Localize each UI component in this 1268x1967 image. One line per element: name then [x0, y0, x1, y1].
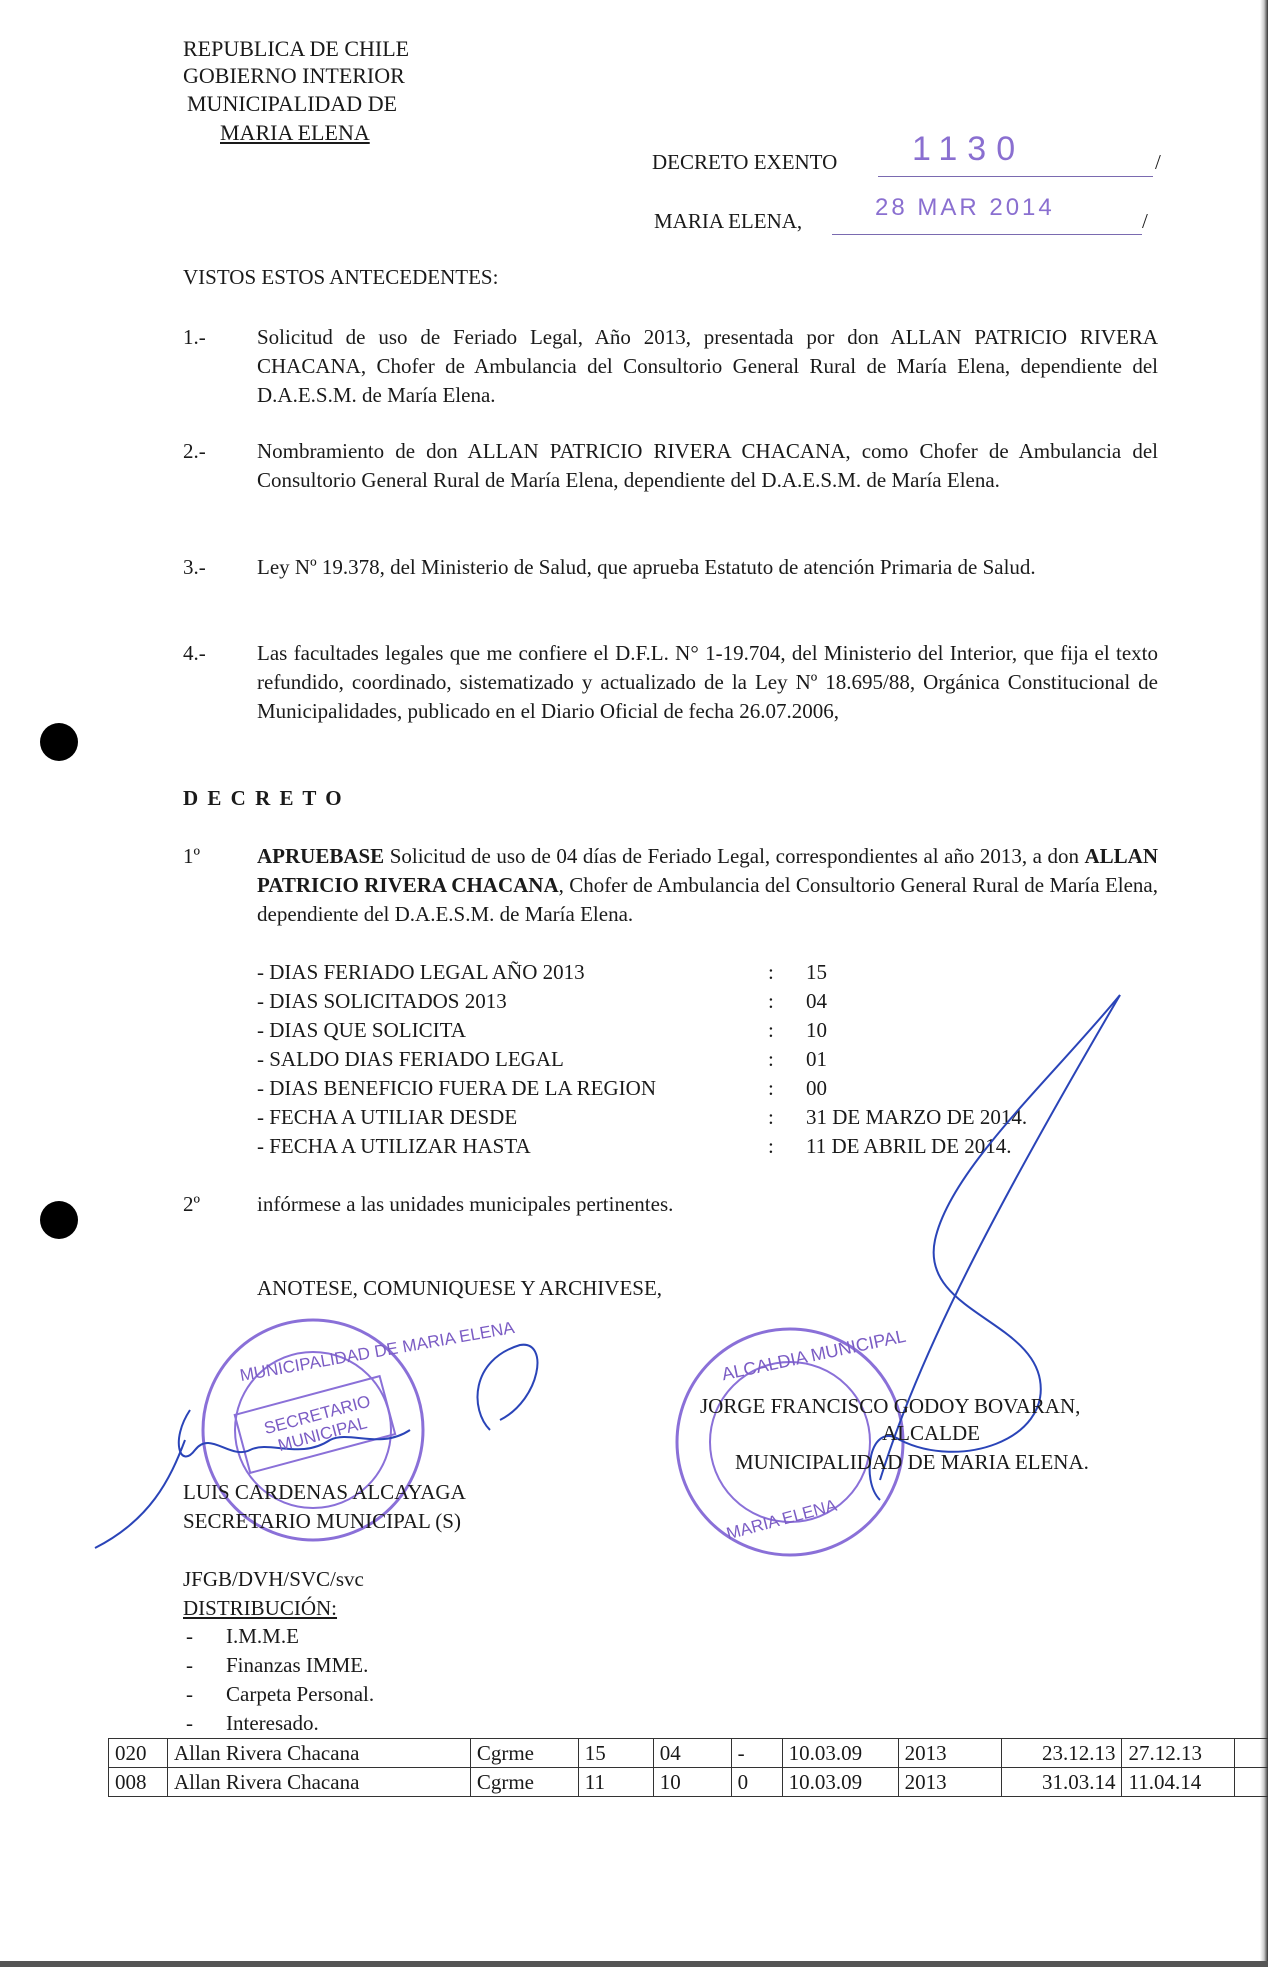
- vistos-item: Nombramiento de don ALLAN PATRICIO RIVERA CHACANA, como Chofer de Ambulancia del Consultorio General Rural de María Elena, dependiente del D.A.E.S.M. de María Elena.: [257, 439, 1158, 492]
- table-cell: -: [731, 1739, 782, 1768]
- stamp-ring-text: ALCALDIA MUNICIPAL: [719, 1325, 908, 1385]
- article-number: 2º: [183, 1192, 201, 1216]
- stamp-ring-text: MUNICIPALIDAD DE MARIA ELENA: [238, 1317, 516, 1386]
- detail-value: 01: [806, 1047, 827, 1071]
- detail-value: 11 DE ABRIL DE 2014.: [806, 1134, 1012, 1158]
- distribution-item: Carpeta Personal.: [226, 1682, 375, 1706]
- table-cell: 11: [578, 1768, 653, 1797]
- decree-number-stamp: 1130: [912, 130, 1026, 168]
- distribution-title: DISTRIBUCIÓN:: [183, 1596, 338, 1620]
- item-number: 1.-: [183, 325, 206, 349]
- detail-label: - DIAS FERIADO LEGAL AÑO 2013: [257, 960, 585, 984]
- table-cell: 10: [653, 1768, 731, 1797]
- initials: JFGB/DVH/SVC/svc: [183, 1567, 364, 1591]
- mayor-org: MUNICIPALIDAD DE MARIA ELENA.: [735, 1450, 1089, 1474]
- article-number: 1º: [183, 844, 201, 868]
- bullet: -: [186, 1624, 193, 1648]
- header-line: REPUBLICA DE CHILE: [183, 36, 410, 61]
- table-cell: Cgrme: [470, 1739, 578, 1768]
- table-cell: 23.12.13: [1001, 1739, 1122, 1768]
- table-row: [109, 1768, 1268, 1797]
- table-cell: Allan Rivera Chacana: [167, 1739, 470, 1768]
- detail-label: - SALDO DIAS FERIADO LEGAL: [257, 1047, 564, 1071]
- mayor-name: JORGE FRANCISCO GODOY BOVARAN,: [700, 1394, 1081, 1418]
- detail-colon: :: [768, 1105, 774, 1129]
- table-cell: 04: [653, 1739, 731, 1768]
- header-line: MUNICIPALIDAD DE: [187, 91, 398, 116]
- detail-value: 10: [806, 1018, 827, 1042]
- detail-colon: :: [768, 989, 774, 1013]
- table-cell: 10.03.09: [782, 1768, 898, 1797]
- secretary-title: SECRETARIO MUNICIPAL (S): [183, 1509, 461, 1533]
- detail-label: - DIAS QUE SOLICITA: [257, 1018, 466, 1042]
- distribution-item: I.M.M.E: [226, 1624, 299, 1648]
- table-cell: 2013: [898, 1768, 1001, 1797]
- vistos-item: Ley Nº 19.378, del Ministerio de Salud, que aprueba Estatuto de atención Primaria de Salud.: [257, 555, 1036, 579]
- item-number: 2.-: [183, 439, 206, 463]
- stamp-ring-text: MARIA ELENA: [724, 1495, 839, 1544]
- decreto-title: D E C R E T O: [183, 786, 344, 810]
- detail-value: 04: [806, 989, 827, 1013]
- closing-text: ANOTESE, COMUNIQUESE Y ARCHIVESE,: [257, 1276, 663, 1300]
- item-number: 4.-: [183, 641, 206, 665]
- detail-value: 31 DE MARZO DE 2014.: [806, 1105, 1028, 1129]
- detail-colon: :: [768, 1076, 774, 1100]
- table-cell: 15: [578, 1739, 653, 1768]
- table-cell: 020: [109, 1739, 168, 1768]
- header-line: MARIA ELENA: [220, 120, 370, 145]
- table-cell-cut: [1235, 1739, 1268, 1768]
- detail-value: 00: [806, 1076, 827, 1100]
- detail-label: - DIAS SOLICITADOS 2013: [257, 989, 507, 1013]
- vistos-item: Solicitud de uso de Feriado Legal, Año 2013, presentada por don ALLAN PATRICIO RIVERA CHACANA, Chofer de Ambulancia del Consultorio General Rural de María Elena, dependiente del D.A.E.S.M. de María Elena.: [257, 325, 1158, 407]
- item-number: 3.-: [183, 555, 206, 579]
- table-cell: 10.03.09: [782, 1739, 898, 1768]
- detail-label: - FECHA A UTILIAR DESDE: [257, 1105, 518, 1129]
- table-cell: Allan Rivera Chacana: [167, 1768, 470, 1797]
- place-label: MARIA ELENA,: [654, 209, 803, 233]
- leave-table: [108, 1738, 1268, 1797]
- table-cell: 31.03.14: [1001, 1768, 1122, 1797]
- bullet: -: [186, 1711, 193, 1735]
- article-1: APRUEBASE Solicitud de uso de 04 días de Feriado Legal, correspondientes al año 2013, a don ALLAN PATRICIO RIVERA CHACANA, Chofer de Ambulancia del Consultorio General Rural de María Elena, dependiente del D.A.E.S.M. de María Elena.: [257, 844, 1158, 926]
- detail-label: - FECHA A UTILIZAR HASTA: [257, 1134, 531, 1158]
- table-cell: 0: [731, 1768, 782, 1797]
- table-row: [109, 1739, 1268, 1768]
- vistos-item: Las facultades legales que me confiere el D.F.L. N° 1-19.704, del Ministerio del Interior, que fija el texto refundido, coordinado, sistematizado y actualizado de la Ley Nº 18.695/88, Orgánica Constitucional de Municipalidades, publicado en el Diario Oficial de fecha 26.07.2006,: [257, 641, 1158, 723]
- header-line: GOBIERNO INTERIOR: [183, 63, 405, 88]
- table-cell: 008: [109, 1768, 168, 1797]
- table-cell: Cgrme: [470, 1768, 578, 1797]
- date-stamp: 28 MAR 2014: [875, 194, 1055, 221]
- detail-value: 15: [806, 960, 827, 984]
- table-cell-cut: [1235, 1768, 1268, 1797]
- distribution-item: Finanzas IMME.: [226, 1653, 369, 1677]
- bullet: -: [186, 1653, 193, 1677]
- bullet: -: [186, 1682, 193, 1706]
- stamp-center-text: SECRETARIO MUNICIPAL: [262, 1391, 373, 1456]
- distribution-item: Interesado.: [226, 1711, 319, 1735]
- detail-label: - DIAS BENEFICIO FUERA DE LA REGION: [257, 1076, 656, 1100]
- secretary-name: LUIS CARDENAS ALCAYAGA: [183, 1480, 466, 1504]
- detail-colon: :: [768, 1134, 774, 1158]
- table-cell: 27.12.13: [1122, 1739, 1235, 1768]
- detail-colon: :: [768, 1018, 774, 1042]
- article-2: infórmese a las unidades municipales pertinentes.: [257, 1192, 674, 1216]
- decree-label: DECRETO EXENTO: [652, 150, 838, 174]
- detail-colon: :: [768, 1047, 774, 1071]
- table-cell: 2013: [898, 1739, 1001, 1768]
- table-cell: 11.04.14: [1122, 1768, 1235, 1797]
- vistos-title: VISTOS ESTOS ANTECEDENTES:: [183, 265, 499, 289]
- detail-colon: :: [768, 960, 774, 984]
- mayor-title: ALCALDE: [882, 1421, 980, 1445]
